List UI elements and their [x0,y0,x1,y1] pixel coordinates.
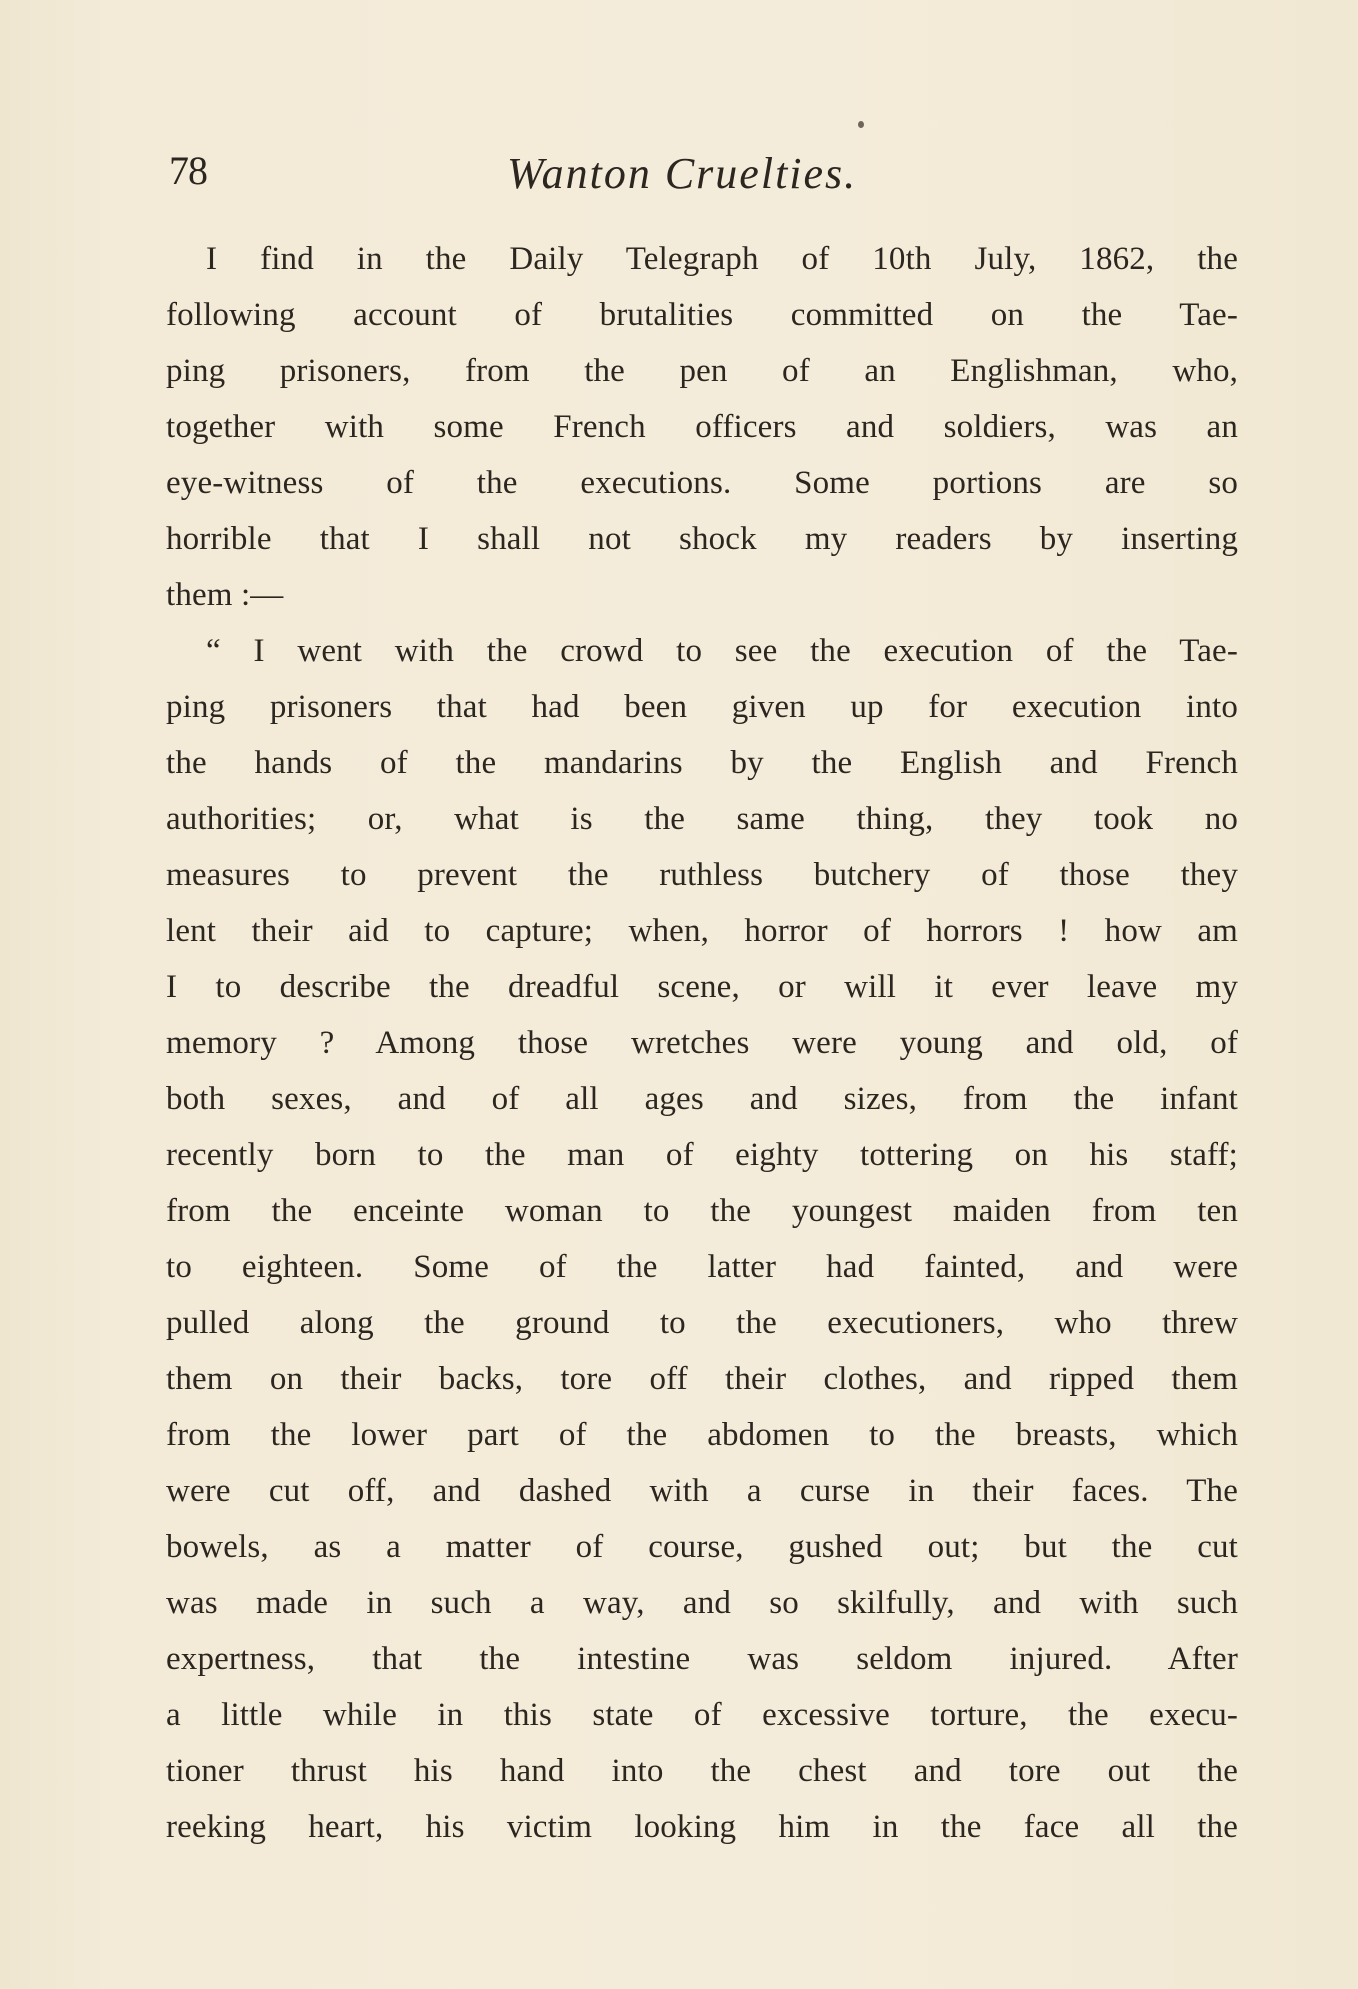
text-line: them on their backs, tore off their clothes, and ripped them [166,1361,1238,1397]
text-line: I find in the Daily Telegraph of 10th July, 1862, the [206,241,1238,277]
text-line: eye-witness of the executions. Some portions are so [166,465,1238,501]
text-line: bowels, as a matter of course, gushed out; but the cut [166,1529,1238,1565]
text-line: to eighteen. Some of the latter had fainted, and were [166,1249,1238,1285]
text-line: was made in such a way, and so skilfully, and with such [166,1585,1238,1621]
text-line: I to describe the dreadful scene, or will it ever leave my [166,969,1238,1005]
running-head: Wanton Cruelties. [507,149,858,198]
text-line: recently born to the man of eighty tottering on his staff; [166,1137,1238,1173]
text-line: from the lower part of the abdomen to the breasts, which [166,1417,1238,1453]
body-text [166,231,1238,1855]
text-line: a little while in this state of excessive torture, the execu- [166,1697,1238,1733]
text-line: from the enceinte woman to the youngest maiden from ten [166,1193,1238,1229]
page-number: 78 [169,148,207,193]
text-line: memory ? Among those wretches were young and old, of [166,1025,1238,1061]
text-line: expertness, that the intestine was seldom injured. After [166,1641,1238,1677]
text-line: measures to prevent the ruthless butchery of those they [166,857,1238,893]
text-line: ping prisoners that had been given up for execution into [166,689,1238,725]
text-line: lent their aid to capture; when, horror of horrors ! how am [166,913,1238,949]
text-line: were cut off, and dashed with a curse in their faces. The [166,1473,1238,1509]
page-header [0,148,1358,208]
text-line: tioner thrust his hand into the chest and tore out the [166,1753,1238,1789]
text-line: together with some French officers and soldiers, was an [166,409,1238,445]
text-line: authorities; or, what is the same thing, they took no [166,801,1238,837]
text-line: pulled along the ground to the executioners, who threw [166,1305,1238,1341]
text-line: reeking heart, his victim looking him in the face all the [166,1809,1238,1845]
text-line: following account of brutalities committed on the Tae- [166,297,1238,333]
text-line: “ I went with the crowd to see the execution of the Tae- [206,633,1238,669]
text-line: the hands of the mandarins by the English and French [166,745,1238,781]
text-line: them :— [166,577,284,613]
text-line: horrible that I shall not shock my readers by inserting [166,521,1238,557]
text-line: both sexes, and of all ages and sizes, from the infant [166,1081,1238,1117]
text-line: ping prisoners, from the pen of an Englishman, who, [166,353,1238,389]
ink-speck [858,121,864,128]
